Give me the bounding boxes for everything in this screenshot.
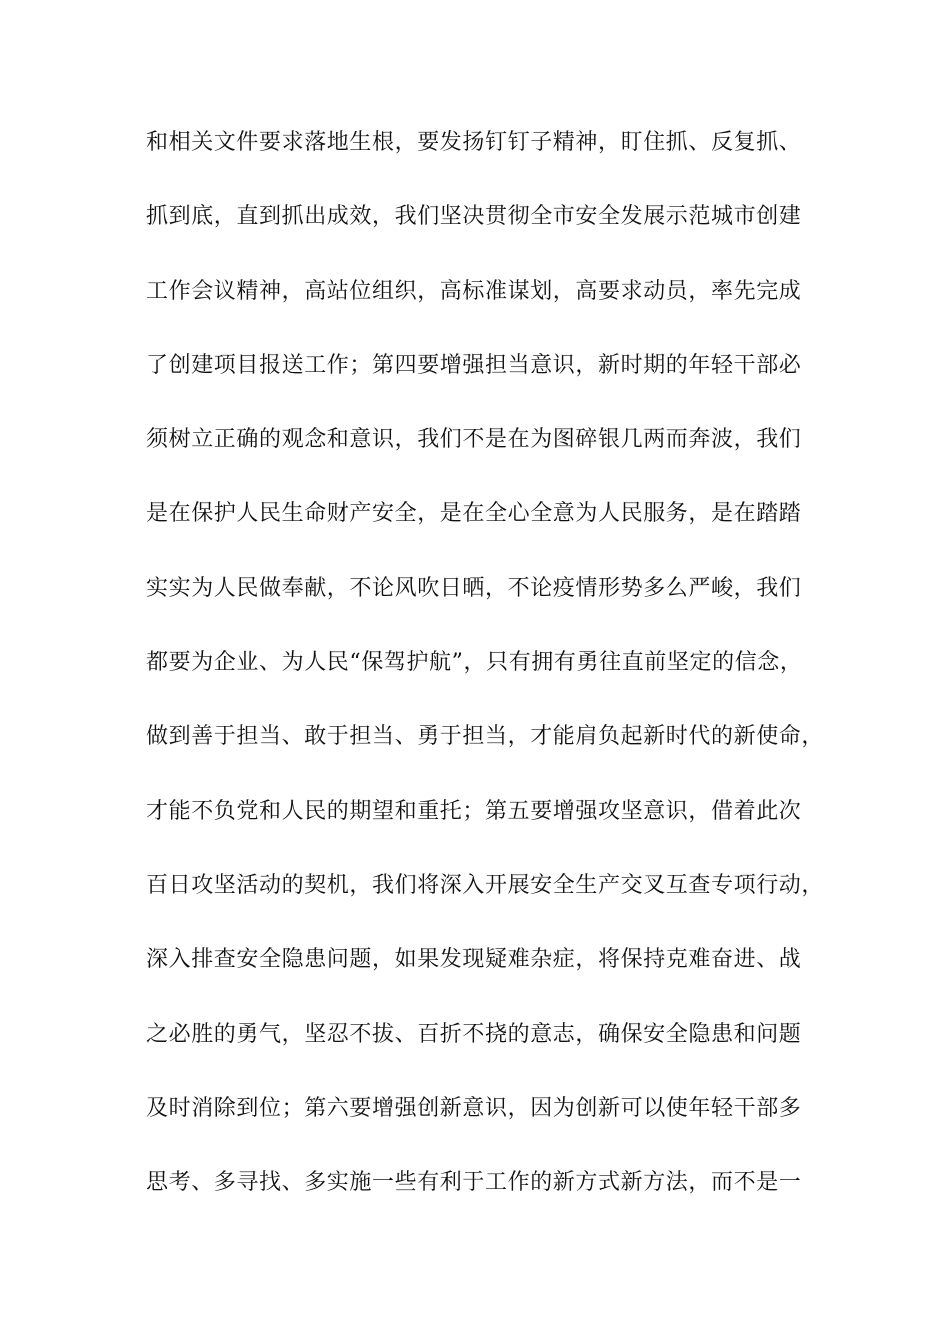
body-text — [146, 130, 825, 1245]
text-line: 百日攻坚活动的契机，我们将深入开展安全生产交叉互查专项行动， — [146, 872, 825, 898]
text-line: 抓到底，直到抓出成效，我们坚决贯彻全市安全发展示范城市创建 — [146, 204, 802, 230]
text-line: 深入排查安全隐患问题，如果发现疑难杂症，将保持克难奋进、战 — [146, 947, 802, 973]
text-line: 都要为企业、为人民“保驾护航”，只有拥有勇往直前坚定的信念， — [146, 650, 803, 676]
text-line: 须树立正确的观念和意识，我们不是在为图碎银几两而奔波，我们 — [146, 427, 802, 453]
text-line: 了创建项目报送工作；第四要增强担当意识，新时期的年轻干部必 — [146, 352, 802, 378]
text-line: 工作会议精神，高站位组织，高标准谋划，高要求动员，率先完成 — [146, 278, 802, 304]
text-line: 之必胜的勇气，坚忍不拔、百折不挠的意志，确保安全隐患和问题 — [146, 1021, 802, 1047]
text-line: 才能不负党和人民的期望和重托；第五要增强攻坚意识，借着此次 — [146, 798, 802, 824]
text-line: 和相关文件要求落地生根，要发扬钉钉子精神，盯住抓、反复抓、 — [146, 130, 802, 155]
text-line: 是在保护人民生命财产安全，是在全心全意为人民服务，是在踏踏 — [146, 501, 802, 527]
text-line: 及时消除到位；第六要增强创新意识，因为创新可以使年轻干部多 — [146, 1095, 802, 1121]
text-line: 思考、多寻找、多实施一些有利于工作的新方式新方法，而不是一 — [146, 1170, 802, 1196]
text-line: 做到善于担当、敢于担当、勇于担当，才能肩负起新时代的新使命， — [146, 724, 825, 750]
text-line: 实实为人民做奉献，不论风吹日晒，不论疫情形势多么严峻，我们 — [146, 575, 802, 601]
